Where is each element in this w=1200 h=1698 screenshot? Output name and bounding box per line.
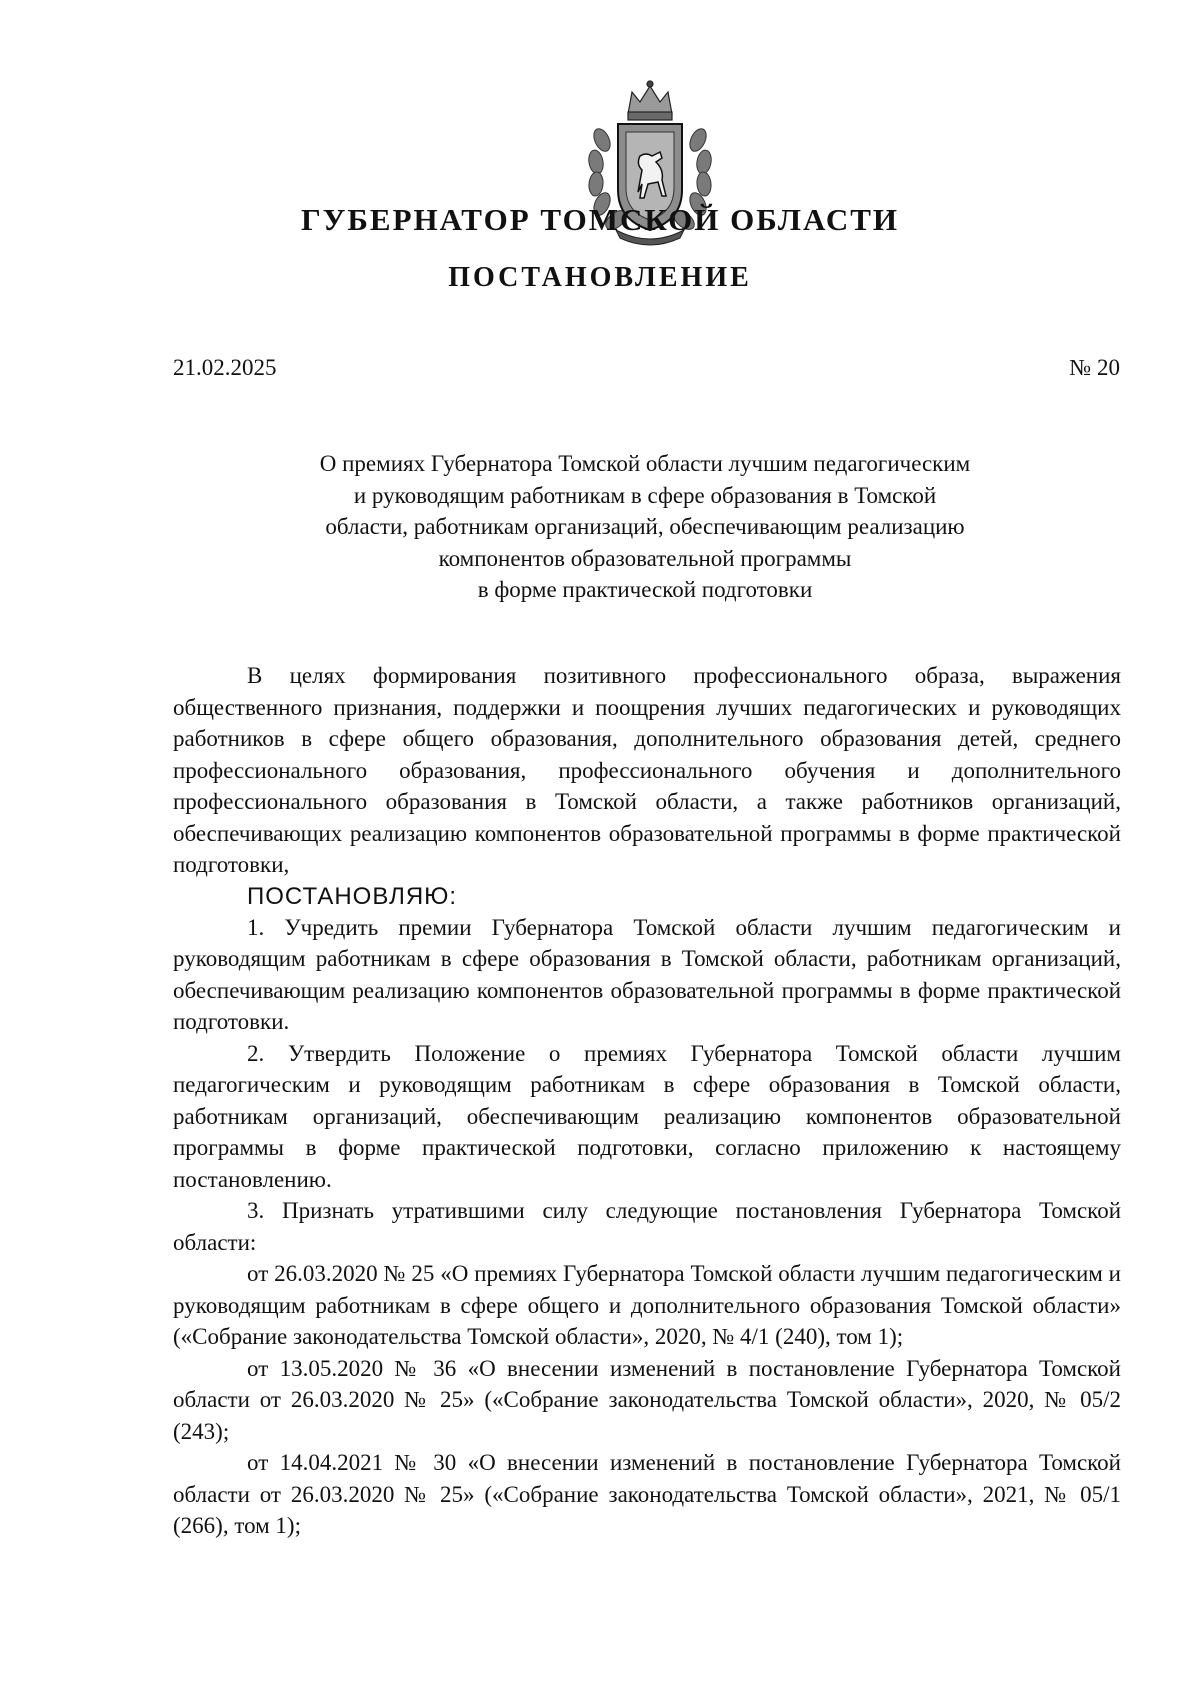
document-date: 21.02.2025 <box>173 355 277 380</box>
decree-heading: ПОСТАНОВЛЯЮ: <box>247 882 458 910</box>
subject-line: в форме практической подготовки <box>477 577 813 602</box>
preamble-paragraph: В целях формирования позитивного профессионального образа, выражения общественного признания, поддержки и поощрения лучших педагогических и руководящих работников в сфере общего образования, дополнительного образования детей, среднего профессионального образования, профессионального обучения и дополнительного профессионального образования в Томской области, а также работников организаций, обеспечивающих реализацию компонентов образовательной программы в форме практической подготовки, <box>173 663 1121 877</box>
subject-line: и руководящим работникам в сфере образования в Томской <box>353 482 937 508</box>
clause-paragraph: от 13.05.2020 № 36 «О внесении изменений в постановление Губернатора Томской области от 26.03.2020 № 25» («Собрание законодательства Томской области», 2020, № 05/2 (243); <box>173 1355 1121 1444</box>
subject-line: компонентов образовательной программы <box>438 545 852 571</box>
document-type: ПОСТАНОВЛЕНИЕ <box>448 262 752 293</box>
clause-paragraph: 3. Признать утратившими силу следующие постановления Губернатора Томской области: <box>173 1198 1121 1255</box>
subject-line: области, работникам организаций, обеспечивающим реализацию <box>325 514 965 539</box>
document-subject <box>250 448 1040 606</box>
clause-paragraph: от 26.03.2020 № 25 «О премиях Губернатора Томской области лучшим педагогическим и руководящим работникам в сфере общего и дополнительного образования Томской области» («Собрание законодательства Томской области», 2020, № 4/1 (240), том 1); <box>173 1261 1121 1349</box>
document-number: № 20 <box>1069 355 1120 380</box>
issuing-authority: ГУБЕРНАТОР ТОМСКОЙ ОБЛАСТИ <box>300 202 900 237</box>
clause-paragraph: от 14.04.2021 № 30 «О внесении изменений в постановление Губернатора Томской области от 26.03.2020 № 25» («Собрание законодательства Томской области», 2021, № 05/1 (266), том 1); <box>173 1450 1121 1538</box>
clause-paragraph: 2. Утвердить Положение о премиях Губернатора Томской области лучшим педагогическим и руководящим работникам в сфере образования в Томской области, работникам организаций, обеспечивающим реализацию компонентов образовательной программы в форме практической подготовки, согласно приложению к настоящему постановлению. <box>173 1040 1121 1192</box>
subject-line: О премиях Губернатора Томской области лучшим педагогическим <box>319 451 971 476</box>
document-body <box>173 660 1121 1542</box>
clause-paragraph: 1. Учредить премии Губернатора Томской области лучшим педагогическим и руководящим работникам в сфере образования в Томской области, работникам организаций, обеспечивающим реализацию компонентов образовательной программы в форме практической подготовки. <box>173 914 1121 1034</box>
